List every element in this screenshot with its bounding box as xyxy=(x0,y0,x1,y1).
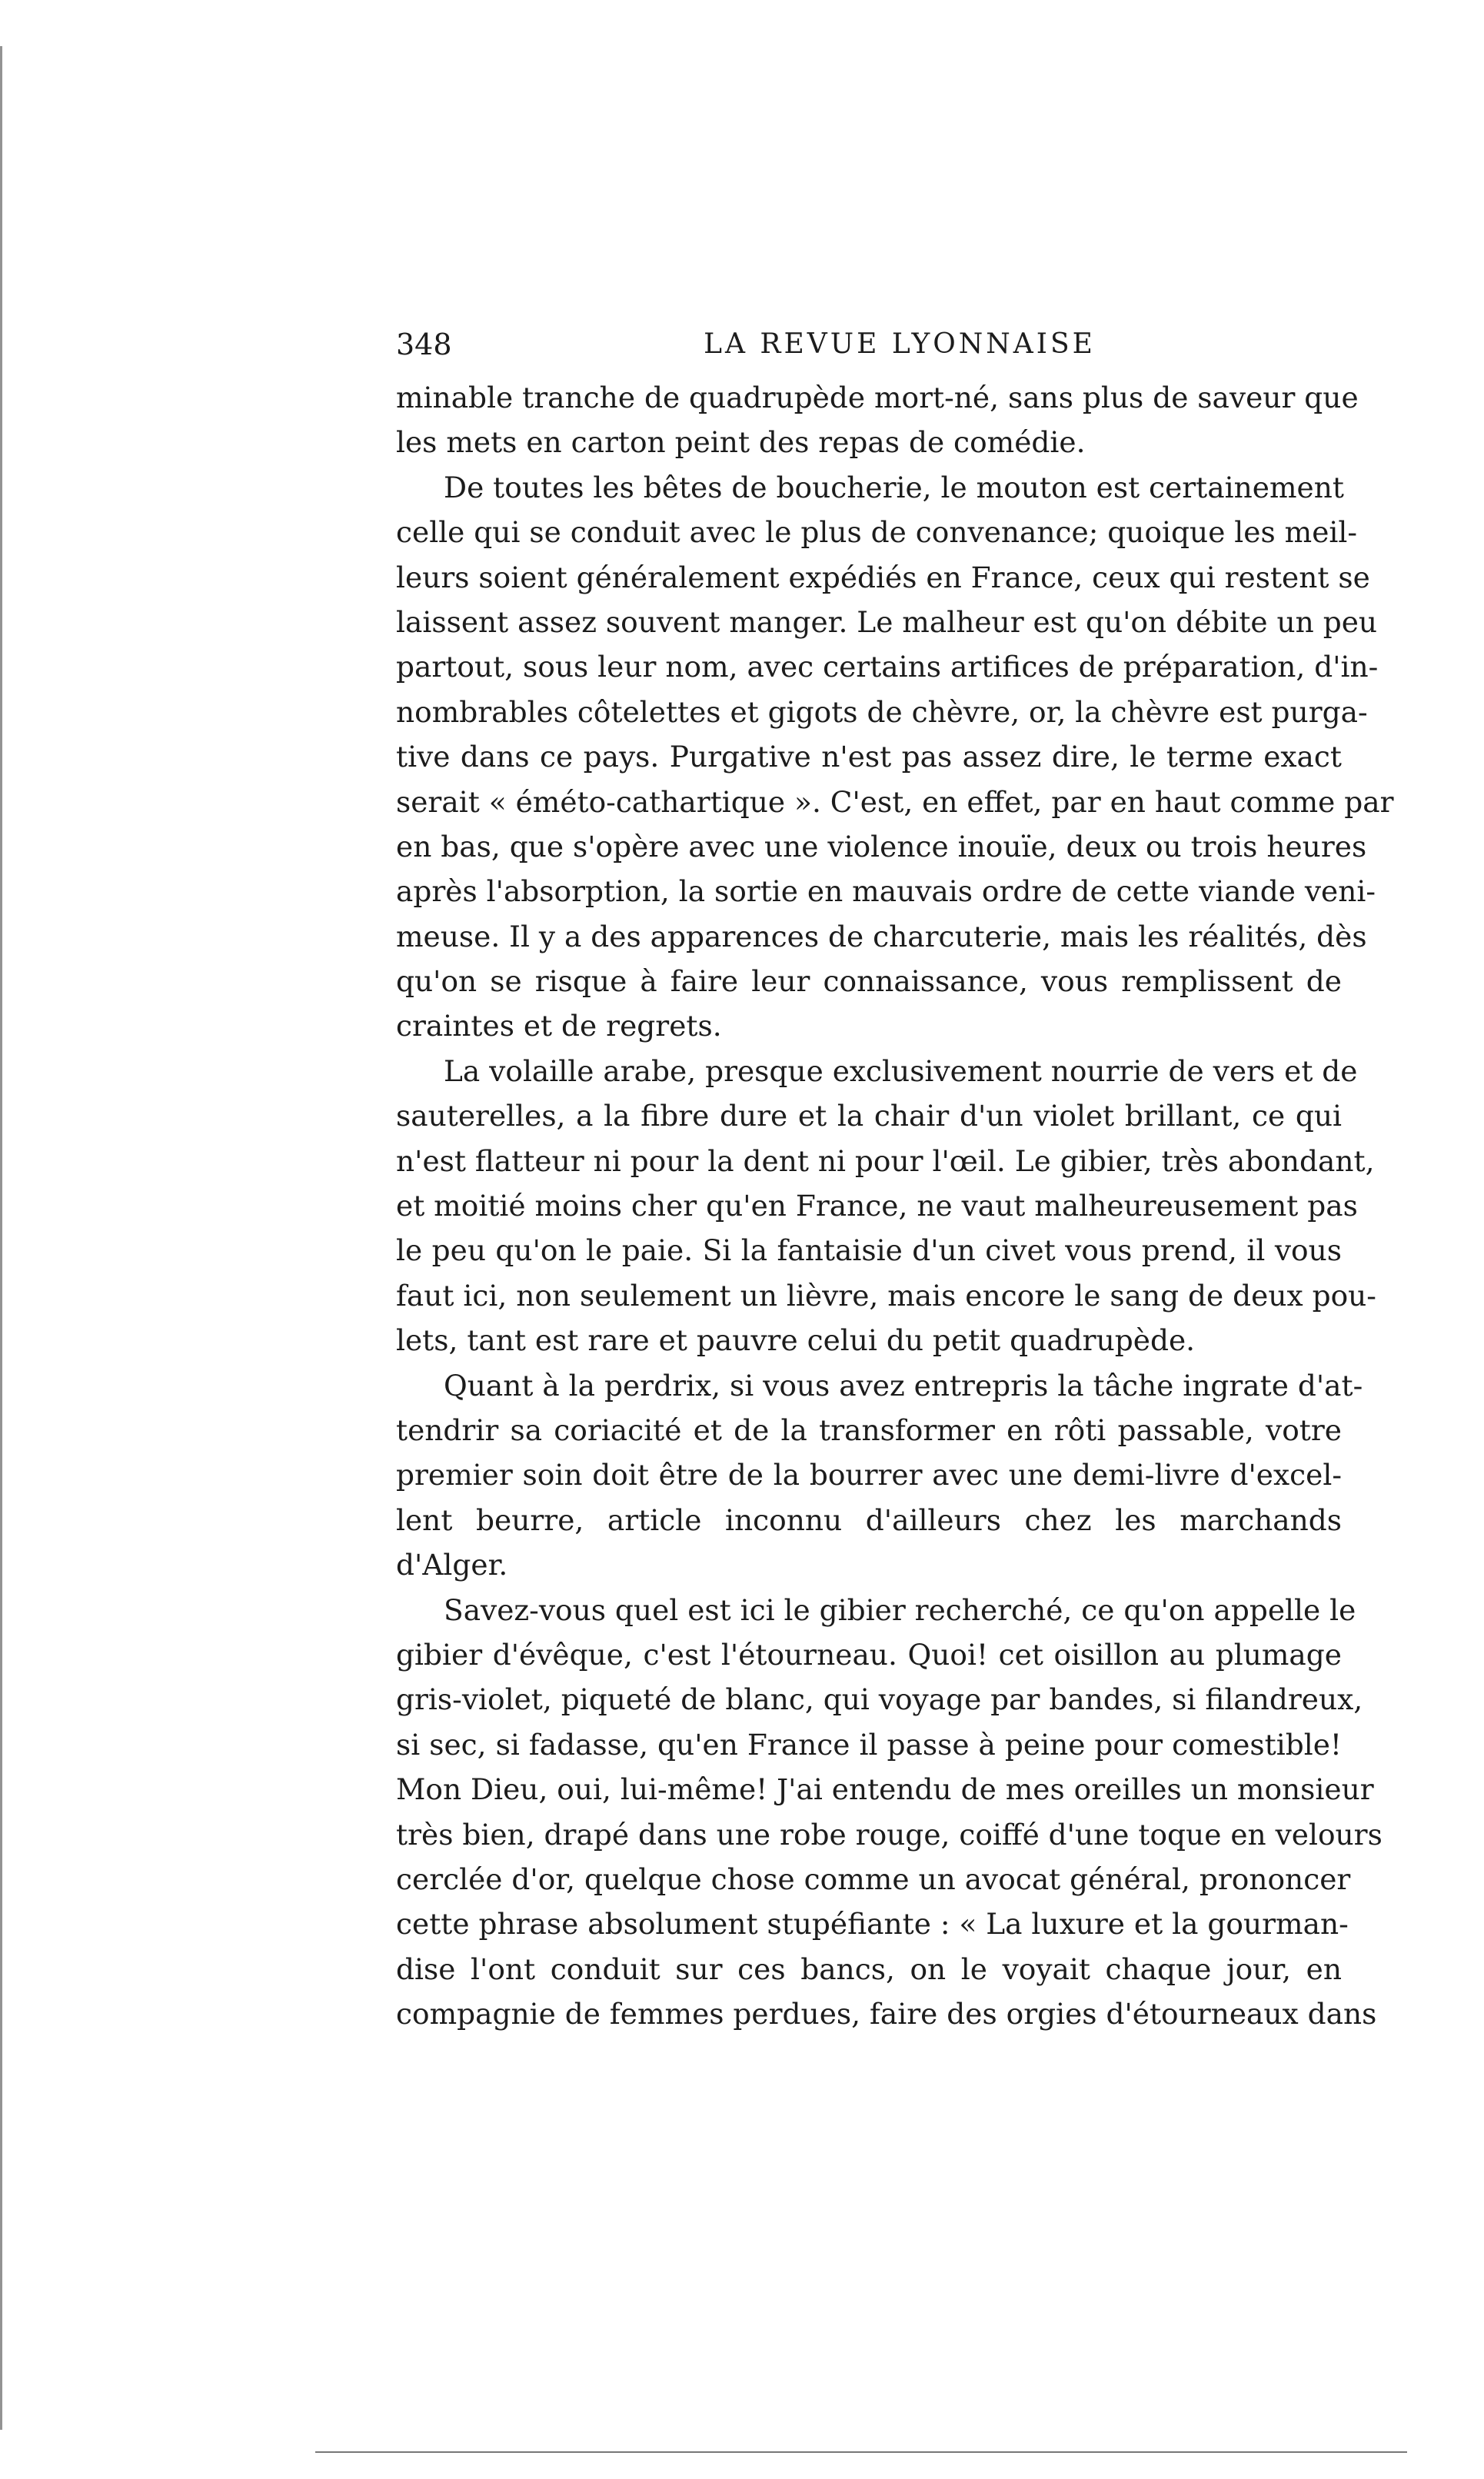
paragraph xyxy=(396,375,1359,465)
text-line: Savez-vous quel est ici le gibier recherché, ce qu'on appelle le xyxy=(444,1592,1356,1627)
text-line: après l'absorption, la sortie en mauvais ordre de cette viande veni- xyxy=(396,874,1376,909)
text-line: meuse. Il y a des apparences de charcuterie, mais les réalités, dès xyxy=(396,919,1367,953)
text-line: compagnie de femmes perdues, faire des orgies d'étourneaux dans xyxy=(396,1997,1377,2031)
text-line: tive dans ce pays. Purgative n'est pas assez dire, le terme exact xyxy=(396,740,1342,774)
bottom-rule xyxy=(315,2451,1407,2453)
text-line: cerclée d'or, quelque chose comme un avocat général, prononcer xyxy=(396,1862,1351,1896)
text-line: d'Alger. xyxy=(396,1548,508,1582)
text-line: leurs soient généralement expédiés en France, ceux qui restent se xyxy=(396,560,1370,594)
text-line: tendrir sa coriacité et de la transformer en rôti passable, votre xyxy=(396,1413,1342,1447)
text-line: gris-violet, piqueté de blanc, qui voyage par bandes, si filandreux, xyxy=(396,1682,1363,1717)
text-line: nombrables côtelettes et gigots de chèvre, or, la chèvre est purga- xyxy=(396,694,1368,729)
text-line: minable tranche de quadrupède mort-né, sans plus de saveur que xyxy=(396,381,1359,414)
text-line: gibier d'évêque, c'est l'étourneau. Quoi! cet oisillon au plumage xyxy=(396,1637,1342,1672)
text-line: lets, tant est rare et pauvre celui du petit quadrupède. xyxy=(396,1323,1196,1358)
text-line: n'est flatteur ni pour la dent ni pour l'œil. Le gibier, très abondant, xyxy=(396,1143,1375,1178)
text-line: De toutes les bêtes de boucherie, le mouton est certainement xyxy=(444,470,1344,504)
text-line: cette phrase absolument stupéfiante : « La luxure et la gourman- xyxy=(396,1907,1349,1942)
text-line: le peu qu'on le paie. Si la fantaisie d'un civet vous prend, il vous xyxy=(396,1233,1342,1268)
text-line: et moitié moins cher qu'en France, ne vaut malheureusement pas xyxy=(396,1189,1358,1223)
text-line: lent beurre, article inconnu d'ailleurs chez les marchands xyxy=(396,1502,1342,1537)
text-line: très bien, drapé dans une robe rouge, coiffé d'une toque en velours xyxy=(396,1817,1383,1852)
page-edge-shadow xyxy=(0,46,10,2430)
text-line: si sec, si fadasse, qu'en France il passe à peine pour comestible! xyxy=(396,1727,1342,1762)
text-line: qu'on se risque à faire leur connaissance, vous remplissent de xyxy=(396,964,1342,999)
paragraph xyxy=(396,1363,1363,1588)
paragraph xyxy=(396,1588,1383,2037)
body-text xyxy=(396,375,1394,2036)
text-line: La volaille arabe, presque exclusivement nourrie de vers et de xyxy=(444,1053,1358,1088)
page-number: 348 xyxy=(396,328,452,361)
text-line: celle qui se conduit avec le plus de convenance; quoique les meil- xyxy=(396,515,1358,550)
text-line: en bas, que s'opère avec une violence inouïe, deux ou trois heures xyxy=(396,829,1367,863)
page-header xyxy=(396,321,1342,368)
text-line: Mon Dieu, oui, lui-même! J'ai entendu de mes oreilles un monsieur xyxy=(396,1772,1374,1807)
text-line: dise l'ont conduit sur ces bancs, on le voyait chaque jour, en xyxy=(396,1952,1342,1986)
text-line: partout, sous leur nom, avec certains artifices de préparation, d'in- xyxy=(396,650,1379,684)
text-line: Quant à la perdrix, si vous avez entrepris la tâche ingrate d'at- xyxy=(444,1368,1363,1403)
text-line: laissent assez souvent manger. Le malheur est qu'on débite un peu xyxy=(396,604,1378,639)
text-line: craintes et de regrets. xyxy=(396,1009,722,1043)
text-line: serait « éméto-cathartique ». C'est, en effet, par en haut comme par xyxy=(396,784,1394,819)
text-line: les mets en carton peint des repas de comédie. xyxy=(396,425,1086,460)
running-head: LA REVUE LYONNAISE xyxy=(704,328,1096,360)
text-line: faut ici, non seulement un lièvre, mais encore le sang de deux pou- xyxy=(396,1278,1376,1313)
text-line: premier soin doit être de la bourrer avec une demi-livre d'excel- xyxy=(396,1458,1342,1492)
text-line: sauterelles, a la fibre dure et la chair d'un violet brillant, ce qui xyxy=(396,1099,1342,1133)
paragraph xyxy=(396,465,1394,1049)
paragraph xyxy=(396,1049,1376,1363)
